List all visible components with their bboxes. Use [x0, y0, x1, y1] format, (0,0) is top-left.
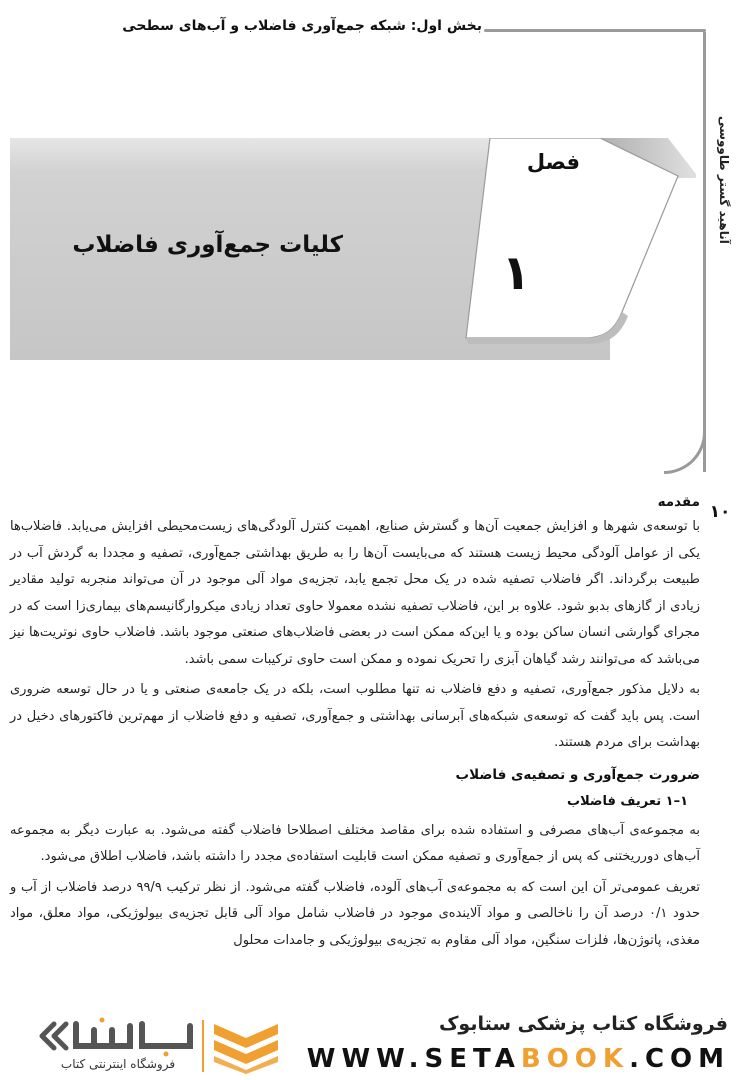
footer-shop-name: فروشگاه کتاب پزشکی ستابوک [438, 1013, 728, 1035]
margin-rule [703, 32, 706, 472]
margin-rule-curve [664, 430, 706, 474]
url-suffix: .COM [629, 1044, 730, 1074]
definition-paragraph-1: به مجموعه‌ی آب‌های مصرفی و استفاده شده برای مقاصد مختلف اصطلاحا فاضلاب گفته می‌شود. به عبارت دیگر به مجموعه آب‌های دورریختنی که پس از جمع‌آوری و تصفیه ممکن است قابلیت استفاده‌ی مجدد را داشته باشد، فاضلاب اطلاق می‌شود. [10, 822, 700, 864]
chapter-number: ۱ [501, 245, 531, 301]
setabook-wordmark-logo [38, 1016, 198, 1058]
definition-paragraph-2: تعریف عمومی‌تر آن این است که به مجموعه‌ی آب‌های آلوده، فاضلاب گفته می‌شود. از نظر ترکیب ۹۹/۹ درصد فاضلاب از آب و حدود ۰/۱ درصد آن را ناخالصی و مواد آلاینده‌ی موجود در فاضلاب شامل مواد آلی قابل تجزیه‌ی بیولوژیکی، مواد معلق، مواد مغذی، پاتوژن‌ها، فلزات سنگین، مواد آلی مقاوم به تجزیه‌ی بیولوژیکی و جامدات محلول [10, 879, 700, 948]
banner-top-band [10, 138, 562, 170]
header-rule [484, 29, 706, 32]
book-logo-icon [210, 1018, 282, 1074]
url-prefix: WWW.SETA [306, 1044, 521, 1074]
intro-paragraph-2: به دلایل مذکور جمع‌آوری، تصفیه و دفع فاضلاب نه تنها مطلوب است، بلکه در یک جامعه‌ی صنعتی و یا در حال توسعه ضروری است. پس باید گفت که توسعه‌ی شبکه‌های آبرسانی بهداشتی و جمع‌آوری، تصفیه و دفع فاضلاب از مهم‌ترین فاکتورهای دخیل در بهداشت برای مردم هستند. [10, 682, 700, 750]
footer-divider [202, 1020, 204, 1072]
author-name: آناهید گستر طاووسی [717, 116, 731, 244]
body-text [10, 490, 700, 958]
running-head: بخش اول: شبکه جمع‌آوری فاضلاب و آب‌های سطحی [122, 18, 482, 34]
chapter-label: فصل [526, 150, 580, 174]
intro-paragraph-1: با توسعه‌ی شهرها و افزایش جمعیت آن‌ها و گسترش صنایع، اهمیت کنترل آلودگی‌های زیست‌محیطی افزایش می‌یابد. فاضلاب‌ها یکی از عوامل آلودگی محیط زیست هستند که می‌بایست آن‌ها را به طریق بهداشتی جمع‌آوری، تصفیه و مجددا به گردش آب در طبیعت برگرداند. اگر فاضلاب تصفیه شده در یک محل تجمع یابد، تجزیه‌ی مواد آلی موجود در آن می‌تواند منجربه تولید مقادیر زیادی از گازهای بدبو شود. علاوه بر این، فاضلاب تصفیه نشده معمولا حاوی تعداد زیادی میکروارگانیسم‌های بیماری‌زا است که در مجرای گوارشی انسان ساکن بوده و یا این‌که ممکن است در بعضی فاضلاب‌های صنعتی موجود باشد. فاضلاب حاوی نوتریت‌ها نیز می‌باشد که می‌توانند رشد گیاهان آبزی را تحریک نموده و ممکن است حاوی ترکیبات سمی باشد. [10, 519, 700, 667]
section-heading: ضرورت جمع‌آوری و تصفیه‌ی فاضلاب [455, 766, 700, 783]
url-accent: BOOK [520, 1044, 630, 1074]
footer-url[interactable] [307, 1044, 730, 1074]
page-number: ۱۰ [700, 492, 740, 532]
intro-heading: مقدمه [657, 494, 700, 510]
logo-subtitle: فروشگاه اینترنتی کتاب [60, 1057, 176, 1071]
chapter-title: کلیات جمع‌آوری فاضلاب [72, 232, 343, 258]
sub-heading: ۱–۱ تعریف فاضلاب [567, 793, 688, 809]
